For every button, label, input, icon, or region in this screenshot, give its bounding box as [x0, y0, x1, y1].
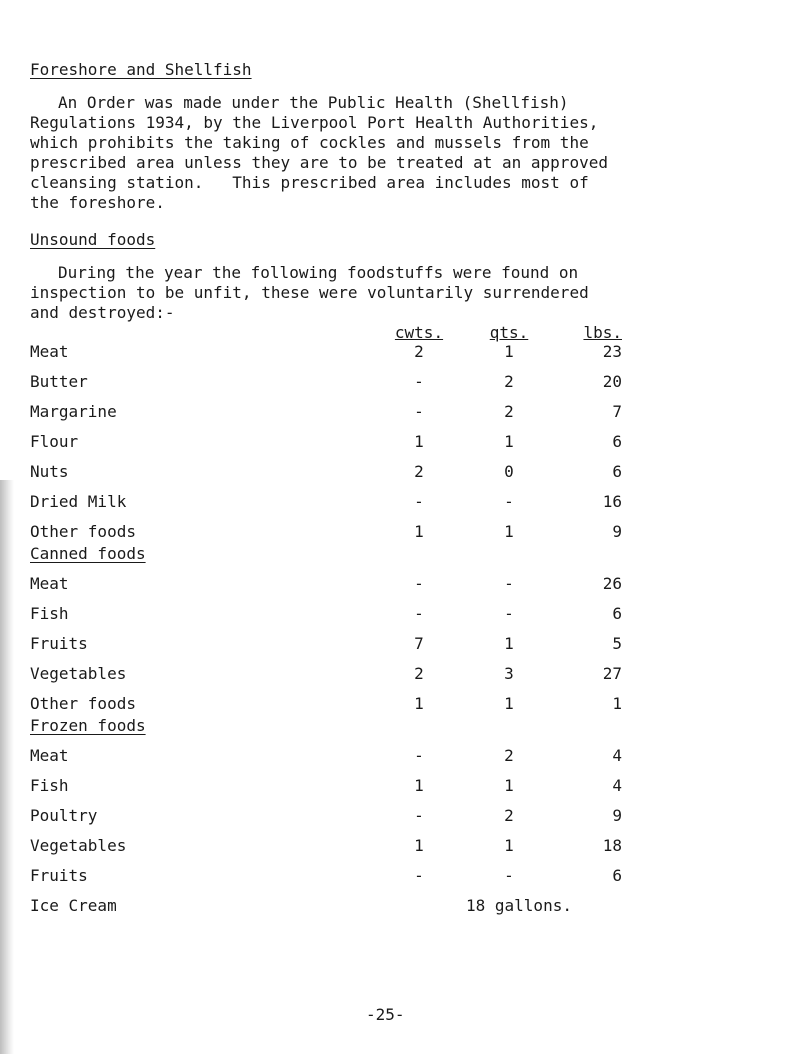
cwts-value: 2: [414, 462, 424, 481]
lbs-value: 26: [602, 574, 622, 593]
lbs-value: 18: [602, 836, 622, 855]
lbs-value: 16: [602, 492, 622, 511]
column-header-cwts: cwts.: [394, 323, 444, 342]
lbs-value: 5: [612, 634, 622, 653]
row-label: Vegetables: [30, 664, 127, 683]
row-label: Other foods: [30, 522, 136, 541]
row-label: Fish: [30, 604, 69, 623]
table-row: [0, 372, 800, 392]
qts-value: 1: [504, 836, 514, 855]
cwts-value: 7: [414, 634, 424, 653]
lbs-value: 1: [612, 694, 622, 713]
table-row: [0, 462, 800, 482]
paragraph-line: and destroyed:-: [30, 303, 175, 322]
paragraph-line: which prohibits the taking of cockles and mussels from the: [30, 133, 589, 152]
qts-value: 1: [504, 634, 514, 653]
cwts-value: -: [414, 574, 424, 593]
qts-value: -: [504, 574, 514, 593]
cwts-value: 2: [414, 664, 424, 683]
row-label: Vegetables: [30, 836, 127, 855]
qts-value: 1: [504, 432, 514, 451]
paragraph-line: inspection to be unfit, these were voluntarily surrendered: [30, 283, 589, 302]
section-heading-foreshore: Foreshore and Shellfish: [30, 60, 252, 79]
subheading-frozen-foods: Frozen foods: [30, 716, 146, 735]
paragraph-line: the foreshore.: [30, 193, 165, 212]
table-row: [0, 402, 800, 422]
table-row: [0, 806, 800, 826]
row-label: Meat: [30, 342, 69, 361]
cwts-value: 2: [414, 342, 424, 361]
lbs-value: 6: [612, 462, 622, 481]
table-row: [0, 604, 800, 624]
paragraph-line: During the year the following foodstuffs were found on: [58, 263, 579, 282]
section-heading-unsound-foods: Unsound foods: [30, 230, 156, 249]
table-row: [0, 492, 800, 512]
cwts-value: 1: [414, 432, 424, 451]
row-label: Fruits: [30, 866, 88, 885]
cwts-value: 1: [414, 836, 424, 855]
row-label: Butter: [30, 372, 88, 391]
paragraph-line: cleansing station. This prescribed area includes most of: [30, 173, 589, 192]
table-row: [0, 694, 800, 714]
row-label: Other foods: [30, 694, 136, 713]
row-label: Dried Milk: [30, 492, 127, 511]
paragraph-line: prescribed area unless they are to be treated at an approved: [30, 153, 608, 172]
row-label: Flour: [30, 432, 79, 451]
cwts-value: 1: [414, 776, 424, 795]
column-header-lbs: lbs.: [583, 323, 622, 342]
table-row: [0, 776, 800, 796]
table-row: [0, 574, 800, 594]
row-label: Meat: [30, 574, 69, 593]
qts-value: 2: [504, 806, 514, 825]
qts-value: 1: [504, 776, 514, 795]
cwts-value: -: [414, 402, 424, 421]
table-row: [0, 664, 800, 684]
table-row: [0, 836, 800, 856]
paragraph-line: An Order was made under the Public Health (Shellfish): [58, 93, 569, 112]
lbs-value: 6: [612, 866, 622, 885]
table-row: [0, 866, 800, 886]
paragraph-line: Regulations 1934, by the Liverpool Port Health Authorities,: [30, 113, 599, 132]
cwts-value: -: [414, 746, 424, 765]
lbs-value: 4: [612, 776, 622, 795]
cwts-value: 1: [414, 522, 424, 541]
qts-value: 0: [504, 462, 514, 481]
qts-value: 2: [504, 402, 514, 421]
cwts-value: -: [414, 866, 424, 885]
row-label: Fish: [30, 776, 69, 795]
qts-value: 1: [504, 342, 514, 361]
qts-value: 2: [504, 372, 514, 391]
lbs-value: 27: [602, 664, 622, 683]
ice-cream-value: 18 gallons.: [466, 896, 572, 915]
table-row: [0, 342, 800, 362]
row-label: Nuts: [30, 462, 69, 481]
row-label: Poultry: [30, 806, 98, 825]
lbs-value: 7: [612, 402, 622, 421]
cwts-value: -: [414, 806, 424, 825]
row-label: Fruits: [30, 634, 88, 653]
lbs-value: 9: [612, 806, 622, 825]
qts-value: -: [504, 492, 514, 511]
table-row: [0, 432, 800, 452]
qts-value: 3: [504, 664, 514, 683]
subheading-canned-foods: Canned foods: [30, 544, 146, 563]
cwts-value: -: [414, 604, 424, 623]
lbs-value: 4: [612, 746, 622, 765]
scan-gutter-shadow: [0, 480, 14, 1054]
cwts-value: -: [414, 492, 424, 511]
qts-value: -: [504, 866, 514, 885]
row-label: Margarine: [30, 402, 117, 421]
qts-value: 2: [504, 746, 514, 765]
table-row: [0, 522, 800, 542]
lbs-value: 23: [602, 342, 622, 361]
cwts-value: 1: [414, 694, 424, 713]
qts-value: 1: [504, 522, 514, 541]
lbs-value: 9: [612, 522, 622, 541]
table-row: [0, 746, 800, 766]
table-row: [0, 634, 800, 654]
page-number: -25-: [366, 1005, 405, 1024]
column-header-qts: qts.: [489, 323, 529, 342]
qts-value: 1: [504, 694, 514, 713]
row-label: Ice Cream: [30, 896, 117, 915]
table-row-ice-cream: [0, 896, 800, 916]
lbs-value: 20: [602, 372, 622, 391]
lbs-value: 6: [612, 604, 622, 623]
row-label: Meat: [30, 746, 69, 765]
lbs-value: 6: [612, 432, 622, 451]
table-header-row: [0, 323, 800, 343]
cwts-value: -: [414, 372, 424, 391]
qts-value: -: [504, 604, 514, 623]
